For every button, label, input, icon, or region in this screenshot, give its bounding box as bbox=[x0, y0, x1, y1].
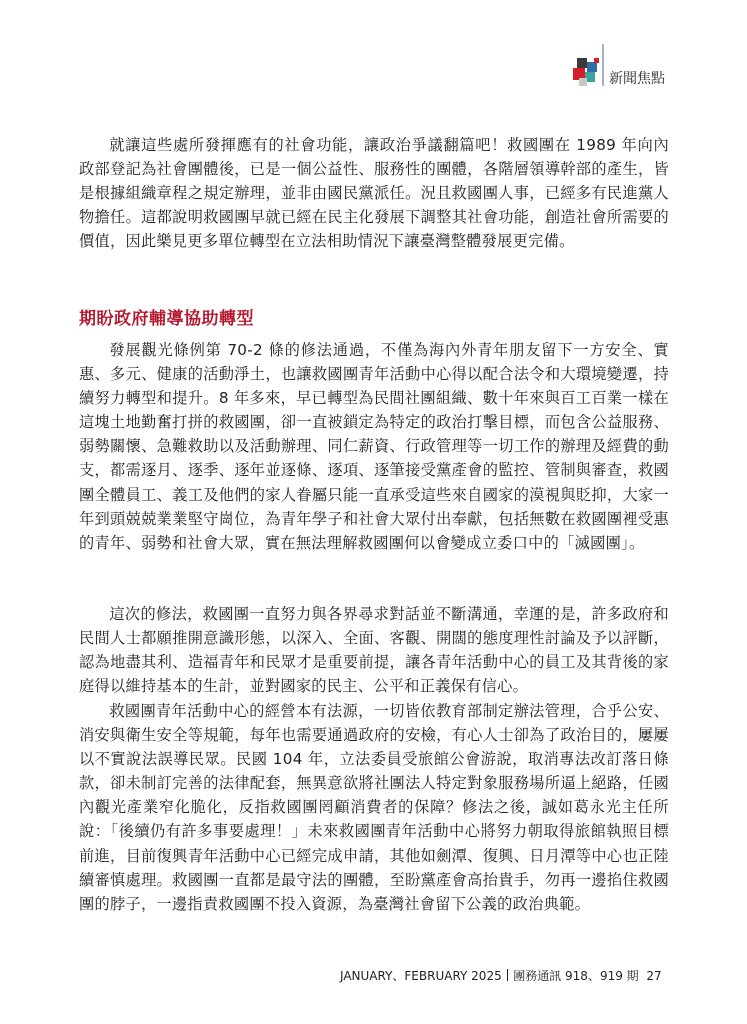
footer-divider bbox=[507, 969, 509, 981]
body-paragraph-4: 救國團青年活動中心的經營本有法源，一切皆依教育部制定辦法管理，合乎公安、消安與衛生安全等規範，每年也需要通過政府的安檢，有心人士卻為了政治目的，屢屢以不實說法誤導民眾。民國 104 年，立法委員受旅館公會游說，取消專法改訂落日條款，卻未制訂完善的法律配套，無異意欲將社團法人特定對象服務場所逼上絕路，任國內觀光產業窄化脆化，反指救國團罔顧消費者的保障？修法之後，誠如葛永光主任所說：「後續仍有許多事要處理！」未來救國團青年活動中心將努力朝取得旅館執照目標前進，目前復興青年活動中心已經完成申請，其他如劍潭、復興、日月潭等中心也正陸續審慎處理。救國團一直都是最守法的團體，至盼黨產會高抬貴手，勿再一邊掐住救國團的脖子，一邊指責救國團不投入資源，為臺灣社會留下公義的政治典範。 bbox=[79, 702, 669, 913]
header-logo bbox=[571, 56, 605, 88]
publication-name: 團務通訊 918、919 期 bbox=[513, 969, 639, 983]
stacked-blocks-icon bbox=[571, 56, 605, 88]
body-paragraph-1: 就讓這些處所發揮應有的社會功能，讓政治爭議翻篇吧！救國團在 1989 年向內政部登記為社會團體後，已是一個公益性、服務性的團體，各階層領導幹部的產生，皆是根據組織章程之規定辦理，並非由國民黨派任。況且救國團人事，已經多有民進黨人物擔任。這都說明救國團早就已經在民主化發展下調整其社會功能，創造社會所需要的價值，因此樂見更多單位轉型在立法相助情況下讓臺灣整體發展更完備。 bbox=[79, 136, 669, 251]
body-paragraph-2: 發展觀光條例第 70-2 條的修法通過，不僅為海內外青年朋友留下一方安全、實惠、多元、健康的活動淨土，也讓救國團青年活動中心得以配合法令和大環境變遷，持續努力轉型和提升。8 年多來，早已轉型為民間社團組織、數十年來與百工百業一樣在這塊土地勤奮打拼的救國團，卻一直被鎖定為特定的政治打擊目標，而包含公益服務、弱勢關懷、急難救助以及活動辦理、同仁薪資、行政管理等一切工作的辦理及經費的動支，都需逐月、逐季、逐年並逐條、逐項、逐筆接受黨產會的監控、管制與審查，救國團全體員工、義工及他們的家人眷屬只能一直承受這些來自國家的漠視與貶抑，大家一年到頭兢兢業業堅守崗位，為青年學子和社會大眾付出奉獻，包括無數在救國團裡受惠的青年、弱勢和社會大眾，實在無法理解救國團何以會變成立委口中的「滅國團」。 bbox=[79, 341, 669, 552]
section-heading: 期盼政府輔導協助轉型 bbox=[79, 309, 254, 329]
issue-date: JANUARY、FEBRUARY 2025 bbox=[340, 969, 502, 983]
section-title: 新聞焦點 bbox=[609, 71, 665, 87]
header-divider bbox=[602, 44, 604, 86]
page-footer bbox=[340, 967, 662, 984]
page-number: 27 bbox=[646, 969, 662, 983]
body-paragraph-3: 這次的修法，救國團一直努力與各界尋求對話並不斷溝通，幸運的是，許多政府和民間人士都願推開意識形態，以深入、全面、客觀、開闊的態度理性討論及予以評斷，認為地盡其利、造福青年和民眾才是重要前提，讓各青年活動中心的員工及其背後的家庭得以維持基本的生計，並對國家的民主、公平和正義保有信心。 bbox=[79, 605, 669, 696]
